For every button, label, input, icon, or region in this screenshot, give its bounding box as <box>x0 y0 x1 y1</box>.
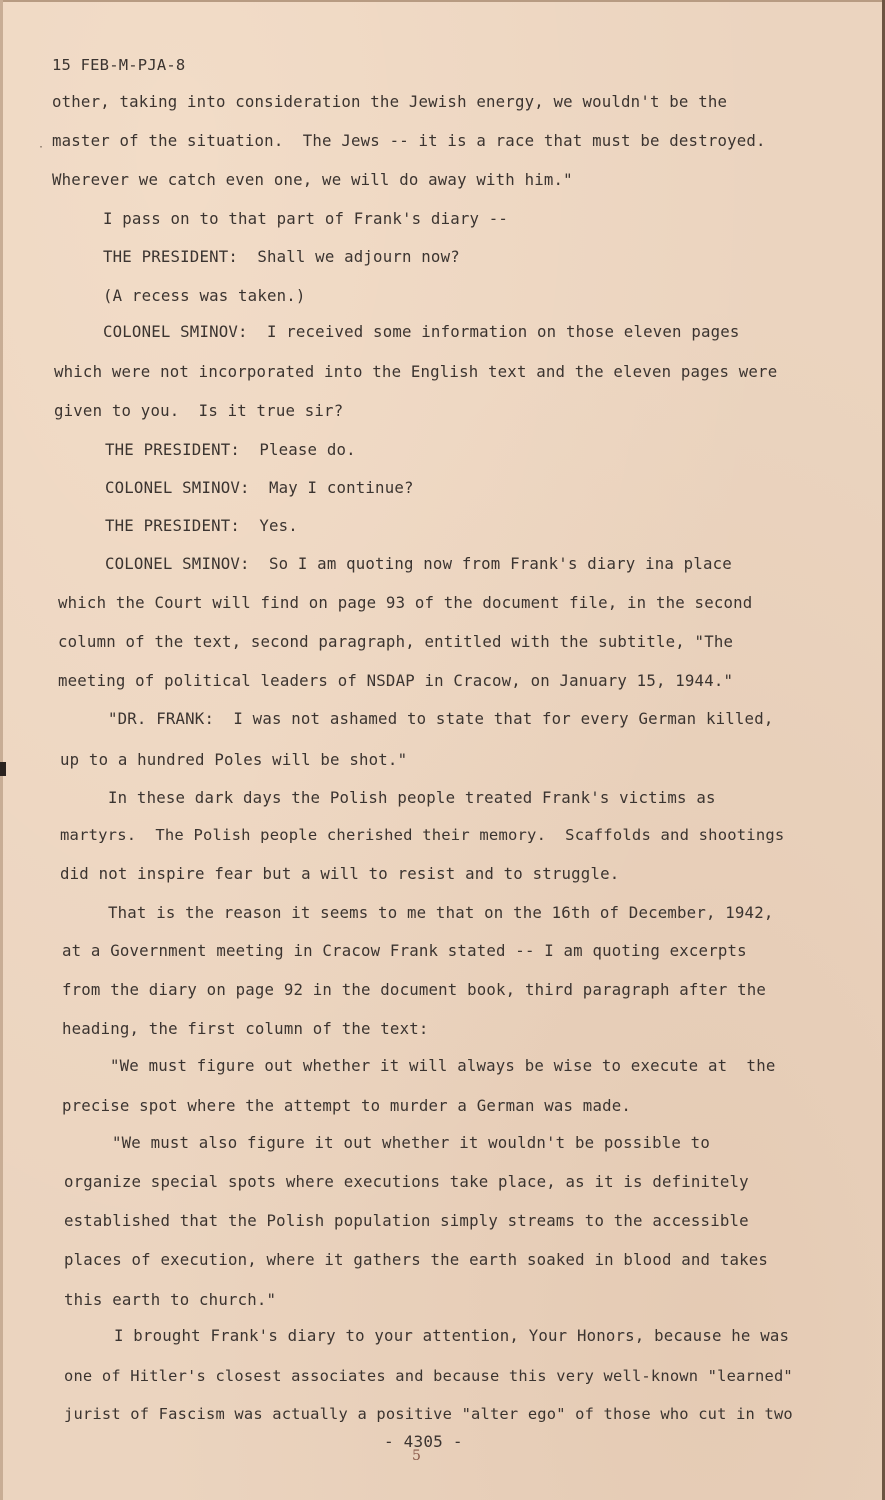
text-line: did not inspire fear but a will to resist and to struggle. <box>60 864 620 883</box>
text-line: martyrs. The Polish people cherished their memory. Scaffolds and shootings <box>60 826 785 844</box>
text-line: THE PRESIDENT: Please do. <box>105 440 356 459</box>
text-line: column of the text, second paragraph, entitled with the subtitle, "The <box>58 632 734 651</box>
text-line: "We must also figure it out whether it wouldn't be possible to <box>112 1133 710 1152</box>
text-line: places of execution, where it gathers the earth soaked in blood and takes <box>64 1250 769 1269</box>
margin-tick: · <box>38 142 45 153</box>
margin-mark <box>0 762 6 776</box>
handwritten-page-mark: 5 <box>412 1448 421 1464</box>
text-line: which the Court will find on page 93 of the document file, in the second <box>58 593 753 612</box>
document-header-code: 15 FEB-M-PJA-8 <box>52 56 186 74</box>
text-line: COLONEL SMINOV: So I am quoting now from Frank's diary ina place <box>105 554 732 573</box>
text-line: COLONEL SMINOV: I received some information on those eleven pages <box>103 322 740 341</box>
text-line: That is the reason it seems to me that on the 16th of December, 1942, <box>108 903 774 922</box>
text-line: precise spot where the attempt to murder a German was made. <box>62 1096 632 1115</box>
text-line: which were not incorporated into the English text and the eleven pages were <box>54 362 778 381</box>
text-line: In these dark days the Polish people treated Frank's victims as <box>108 788 716 807</box>
text-line: Wherever we catch even one, we will do away with him." <box>52 170 573 189</box>
text-line: I brought Frank's diary to your attention, Your Honors, because he was <box>114 1326 790 1345</box>
text-line: established that the Polish population simply streams to the accessible <box>64 1211 749 1230</box>
text-line: "We must figure out whether it will always be wise to execute at the <box>110 1056 776 1075</box>
text-line: up to a hundred Poles will be shot." <box>60 750 408 769</box>
text-line: COLONEL SMINOV: May I continue? <box>105 478 414 497</box>
text-line: at a Government meeting in Cracow Frank stated -- I am quoting excerpts <box>62 941 747 960</box>
page-number: - 4305 - <box>384 1432 463 1451</box>
page-top-edge <box>0 0 885 2</box>
text-line: I pass on to that part of Frank's diary -- <box>103 209 509 228</box>
text-line: master of the situation. The Jews -- it is a race that must be destroyed. <box>52 131 766 150</box>
text-line: (A recess was taken.) <box>103 286 306 305</box>
text-line: heading, the first column of the text: <box>62 1019 429 1038</box>
text-line: organize special spots where executions take place, as it is definitely <box>64 1172 749 1191</box>
text-line: THE PRESIDENT: Yes. <box>105 516 298 535</box>
page-left-edge <box>0 0 3 1500</box>
text-line: this earth to church." <box>64 1290 277 1309</box>
text-line: jurist of Fascism was actually a positive "alter ego" of those who cut in two <box>64 1405 793 1423</box>
text-line: meeting of political leaders of NSDAP in Cracow, on January 15, 1944." <box>58 671 734 690</box>
text-line: "DR. FRANK: I was not ashamed to state that for every German killed, <box>108 709 774 728</box>
text-line: THE PRESIDENT: Shall we adjourn now? <box>103 247 460 266</box>
text-line: from the diary on page 92 in the document book, third paragraph after the <box>62 980 767 999</box>
text-line: one of Hitler's closest associates and because this very well-known "learned" <box>64 1367 793 1385</box>
text-line: other, taking into consideration the Jewish energy, we wouldn't be the <box>52 92 728 111</box>
text-line: given to you. Is it true sir? <box>54 401 344 420</box>
